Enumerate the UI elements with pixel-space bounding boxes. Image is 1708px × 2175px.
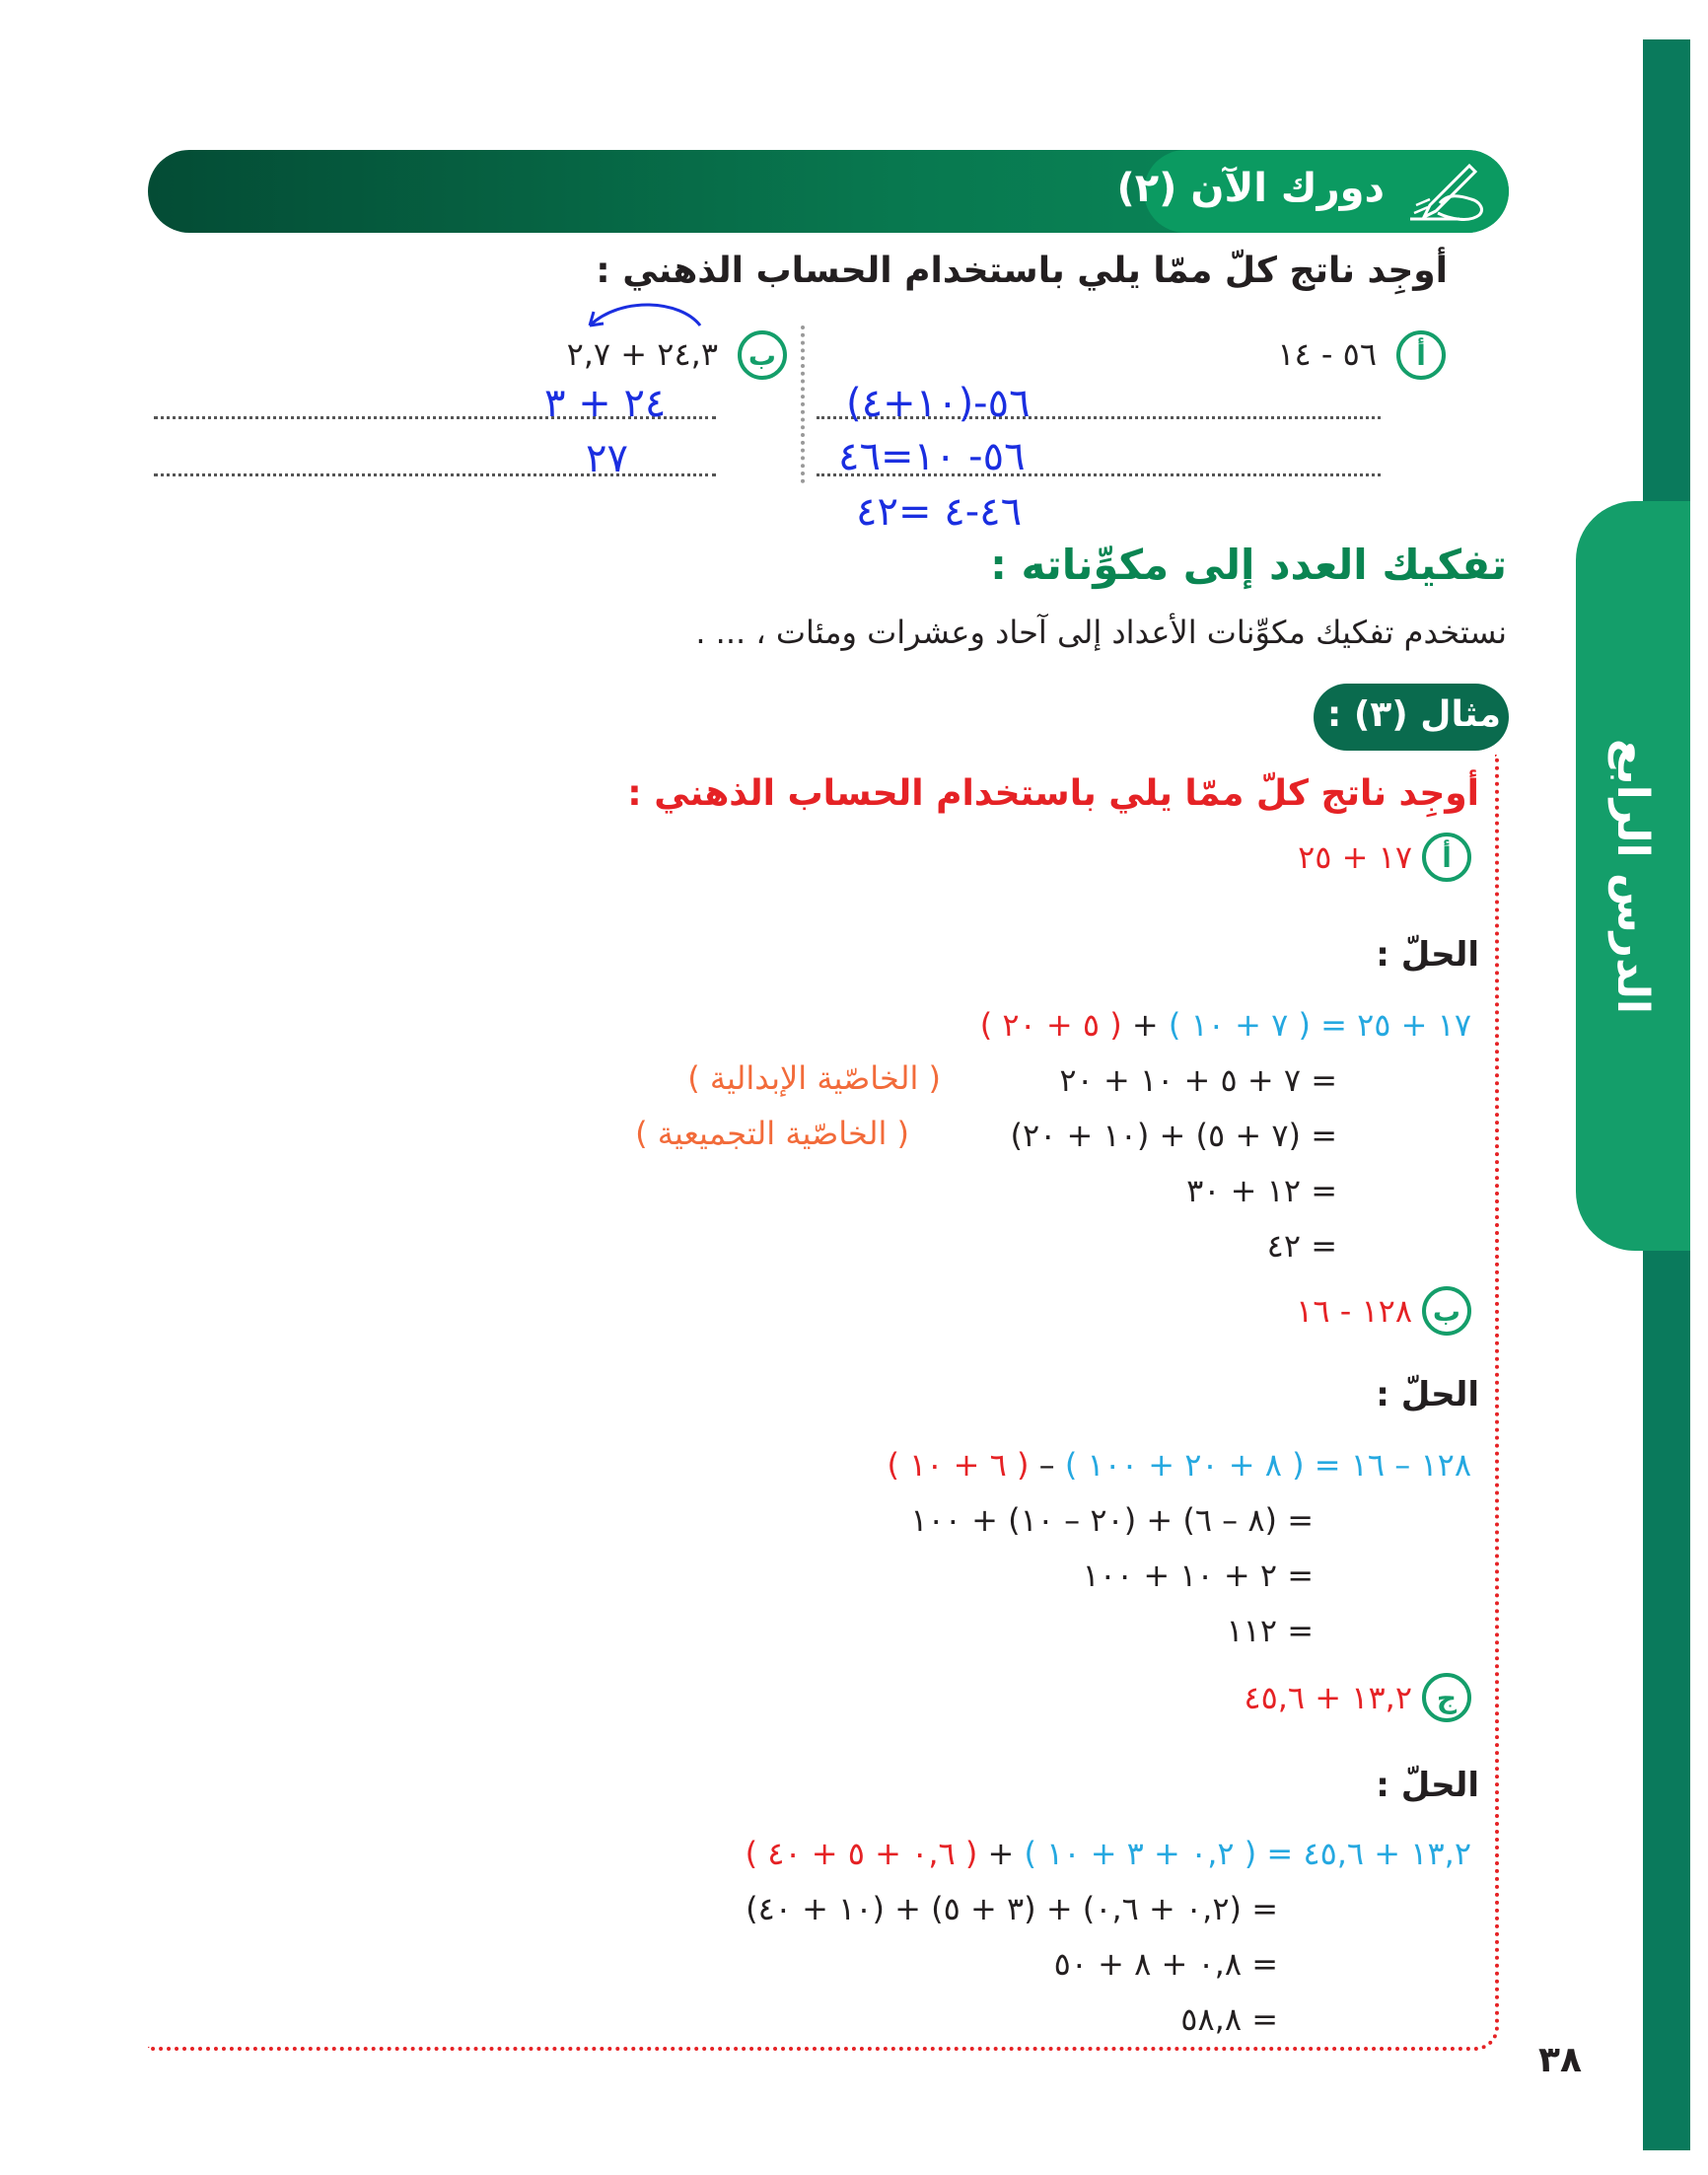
- badge-b: ب: [738, 330, 787, 380]
- solution-line: = ١٢ + ٣٠: [1186, 1172, 1337, 1209]
- solution-line: = ٤٢: [1266, 1227, 1337, 1265]
- solution-line: = ٧ + ٥ + ١٠ + ٢٠: [1059, 1061, 1337, 1099]
- example-instruction: أوجِد ناتج كلّ ممّا يلي باستخدام الحساب الذهني :: [627, 773, 1479, 814]
- example-c-expression: ١٣,٢ + ٤٥,٦: [1244, 1679, 1412, 1716]
- operator: –: [1038, 1446, 1055, 1484]
- section-description: نستخدم تفكيك مكوِّنات الأعداد إلى آحاد وعشرات ومئات ، ... .: [695, 614, 1507, 651]
- handwritten-line: ٥٦- ١٠=٤٦: [838, 434, 1026, 479]
- red-group: ( ٠,٦ + ٥ + ٤٠ ): [745, 1835, 978, 1872]
- property-note: ( الخاصّية الإبدالية ): [687, 1059, 941, 1097]
- solution-label: الحلّ :: [1376, 1375, 1479, 1414]
- badge-c: ج: [1422, 1673, 1471, 1722]
- handwritten-line: ٥٦-(١٠+٤): [846, 381, 1031, 426]
- handwritten-line: ٢٧: [586, 436, 628, 481]
- solution-label: الحلّ :: [1376, 1766, 1479, 1805]
- your-turn-instruction: أوجِد ناتج كلّ ممّا يلي باستخدام الحساب الذهني :: [596, 251, 1448, 291]
- property-note: ( الخاصّية التجميعية ): [635, 1115, 909, 1152]
- solution-line: = ٢ + ١٠ + ١٠٠: [1082, 1557, 1314, 1594]
- lhs: ١٢٨ – ١٦ =: [1314, 1446, 1471, 1484]
- solution-line: = ١١٢: [1226, 1612, 1314, 1649]
- lesson-label: الدرس الرابع: [1607, 738, 1659, 1014]
- operator: +: [987, 1835, 1015, 1872]
- example-b-expression: ١٢٨ - ١٦: [1296, 1292, 1412, 1330]
- solution-line: [887, 1446, 1471, 1484]
- badge-a: أ: [1396, 330, 1446, 380]
- turn-b-expression: ٢٤,٣ + ٢,٧: [566, 335, 718, 373]
- section-title: تفكيك العدد إلى مكوِّناته :: [990, 541, 1507, 589]
- blue-group: ( ٧ + ١٠ ): [1168, 1006, 1311, 1044]
- badge-b: ب: [1422, 1286, 1471, 1336]
- operator: +: [1131, 1006, 1159, 1044]
- solution-line: = (٨ – ٦) + (٢٠ – ١٠) + ١٠٠: [910, 1501, 1314, 1539]
- page-number: ٣٨: [1538, 2040, 1582, 2080]
- solution-label: الحلّ :: [1376, 935, 1479, 975]
- lesson-tab-label: [1576, 501, 1690, 1251]
- solution-line: = (٧ + ٥) + (١٠ + ٢٠): [1010, 1117, 1337, 1154]
- handwritten-line: ٤٦-٤ =٤٢: [856, 489, 1023, 535]
- red-group: ( ٦ + ١٠ ): [887, 1446, 1030, 1484]
- lhs: ١٧ + ٢٥ =: [1320, 1006, 1471, 1044]
- example-a-expression: ١٧ + ٢٥: [1298, 838, 1412, 876]
- writing-hand-icon: [1400, 154, 1499, 229]
- blue-group: ( ٠,٢ + ٣ + ١٠ ): [1024, 1835, 1257, 1872]
- answer-line: [154, 473, 716, 476]
- lhs: ١٣,٢ + ٤٥,٦ =: [1266, 1835, 1471, 1872]
- red-group: ( ٥ + ٢٠ ): [979, 1006, 1122, 1044]
- solution-line: [746, 1835, 1471, 1872]
- solution-line: = ٥٨,٨: [1180, 2000, 1278, 2038]
- badge-a: أ: [1422, 833, 1471, 882]
- solution-line: = ٠,٨ + ٨ + ٥٠: [1053, 1945, 1278, 1983]
- column-divider: [801, 326, 805, 483]
- solution-line: [980, 1006, 1471, 1044]
- your-turn-title: دورك الآن (٢): [1116, 166, 1385, 211]
- handwritten-line: ٢٤ + ٣: [544, 381, 667, 426]
- solution-line: = (٠,٢ + ٠,٦) + (٣ + ٥) + (١٠ + ٤٠): [746, 1890, 1278, 1927]
- handwritten-arrow: [572, 296, 710, 339]
- example-label: مثال (٣) :: [1326, 694, 1501, 735]
- turn-a-expression: ٥٦ - ١٤: [1277, 335, 1377, 373]
- blue-group: ( ٨ + ٢٠ + ١٠٠ ): [1064, 1446, 1305, 1484]
